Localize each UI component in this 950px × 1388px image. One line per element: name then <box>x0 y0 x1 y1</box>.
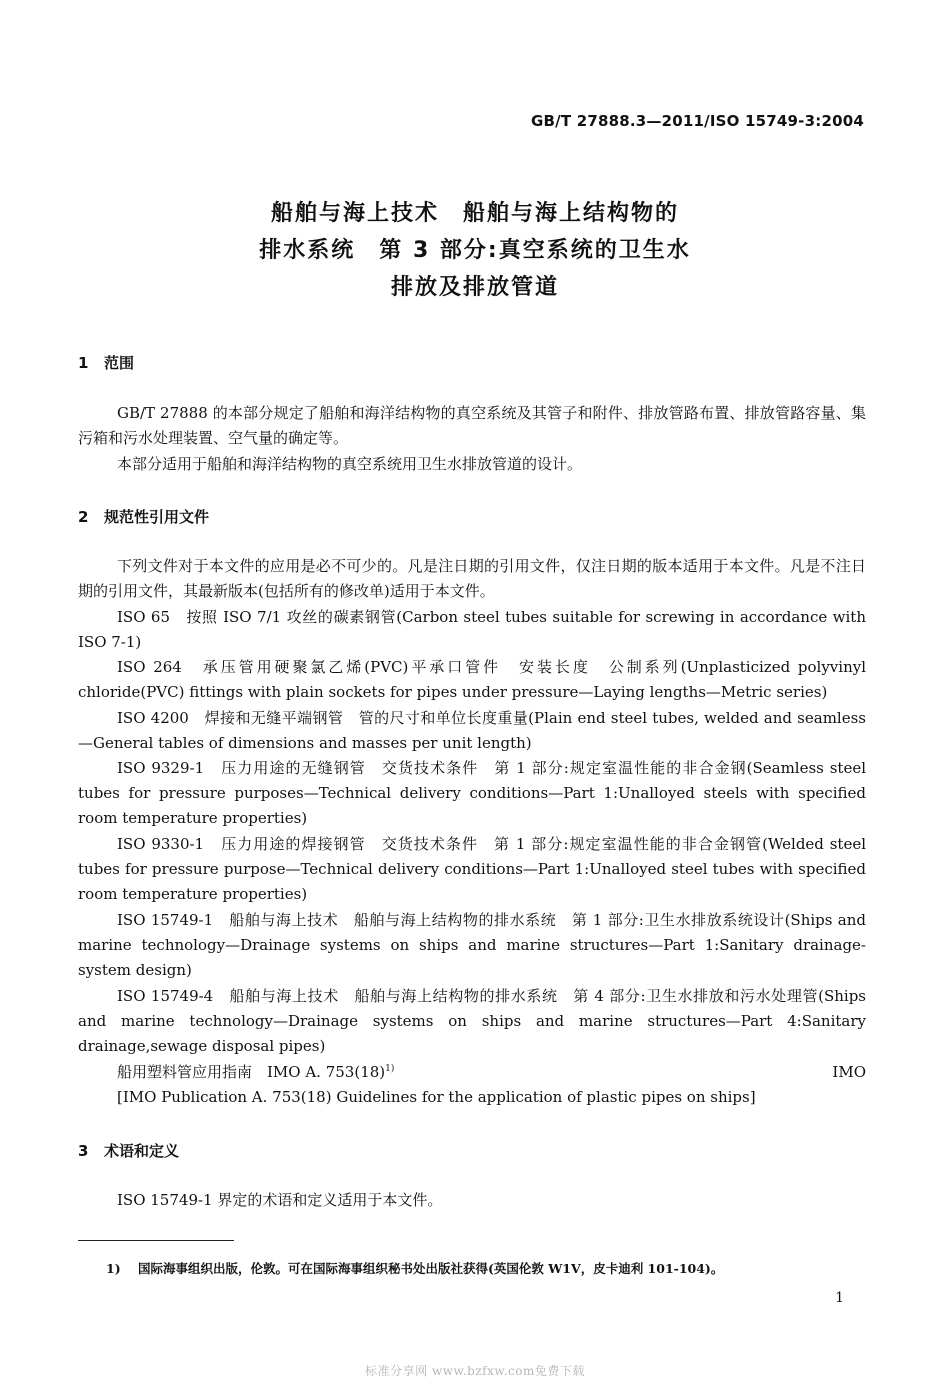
terms-paragraph: ISO 15749-1 界定的术语和定义适用于本文件。 <box>117 1191 443 1209</box>
title-line-3: 排放及排放管道 <box>390 275 559 300</box>
reference-item: ISO 65 按照 ISO 7/1 攻丝的碳素钢管(Carbon steel tubes suitable for screwing in accordance with ISO 7-1) <box>78 608 866 651</box>
normative-intro: 下列文件对于本文件的应用是必不可少的。凡是注日期的引用文件，仅注日期的版本适用于本文件。凡是不注日期的引用文件，其最新版本(包括所有的修改单)适用于本文件。 <box>78 557 866 600</box>
imo-publisher: IMO <box>832 1063 866 1081</box>
reference-item: ISO 4200 焊接和无缝平端钢管 管的尺寸和单位长度重量(Plain end steel tubes, welded and seamless—General tables of dimensions and masses per unit length) <box>78 709 866 752</box>
scope-paragraph-1: GB/T 27888 的本部分规定了船舶和海洋结构物的真空系统及其管子和附件、排放管路布置、排放管路容量、集污箱和污水处理装置、空气量的确定等。 <box>78 404 866 447</box>
page-number: 1 <box>835 1290 844 1306</box>
imo-publication: [IMO Publication A. 753(18) Guidelines for the application of plastic pipes on ships] <box>117 1088 756 1106</box>
footnote-text: 国际海事组织出版，伦敦。可在国际海事组织秘书处出版社获得(英国伦敦 W1V，皮卡迪利 101-104)。 <box>138 1261 724 1276</box>
section-title: 范围 <box>104 354 135 372</box>
footnote <box>106 1259 723 1277</box>
standard-code: GB/T 27888.3—2011/ISO 15749-3:2004 <box>531 112 864 130</box>
reference-item: ISO 15749-1 船舶与海上技术 船舶与海上结构物的排水系统 第 1 部分:卫生水排放系统设计(Ships and marine technology—Drainage systems on ships and marine structures—Part 1:Sanitary drainage-system design) <box>78 911 866 979</box>
reference-item: ISO 9329-1 压力用途的无缝钢管 交货技术条件 第 1 部分:规定室温性能的非合金钢(Seamless steel tubes for pressure purposes—Technical delivery conditions—Part 1:Unalloyed steels with specified room temperature properties) <box>78 759 866 827</box>
footnote-ref: 1) <box>385 1064 395 1074</box>
reference-item: ISO 9330-1 压力用途的焊接钢管 交货技术条件 第 1 部分:规定室温性能的非合金钢管(Welded steel tubes for pressure purpose—Technical delivery conditions—Part 1:Unalloyed steel tubes with specified room temperature properties) <box>78 835 866 903</box>
section-number: 2 <box>78 508 89 526</box>
section-title: 术语和定义 <box>104 1142 180 1160</box>
title-line-1: 船舶与海上技术 船舶与海上结构物的 <box>270 201 679 226</box>
section-number: 3 <box>78 1142 89 1160</box>
imo-reference-title: 船用塑料管应用指南 IMO A. 753(18) <box>117 1063 386 1081</box>
footnote-mark: 1) <box>106 1261 121 1276</box>
imo-reference <box>117 1060 866 1085</box>
section-title: 规范性引用文件 <box>104 508 210 526</box>
section-3-heading <box>78 1140 179 1161</box>
watermark: 标准分享网 www.bzfxw.com免费下载 <box>365 1364 585 1378</box>
footnote-divider <box>78 1240 234 1241</box>
reference-item: ISO 15749-4 船舶与海上技术 船舶与海上结构物的排水系统 第 4 部分:卫生水排放和污水处理管(Ships and marine technology—Drainage systems on ships and marine structures—Part 4:Sanitary drainage,sewage disposal pipes) <box>78 987 866 1055</box>
section-1-heading <box>78 352 134 373</box>
section-number: 1 <box>78 354 89 372</box>
scope-paragraph-2: 本部分适用于船舶和海洋结构物的真空系统用卫生水排放管道的设计。 <box>117 455 583 473</box>
reference-item: ISO 264 承压管用硬聚氯乙烯(PVC)平承口管件 安装长度 公制系列(Unplasticized polyvinyl chloride(PVC) fittings with plain sockets for pipes under pressure—Laying lengths—Metric series) <box>78 658 866 701</box>
section-2-heading <box>78 506 209 527</box>
title-line-2: 排水系统 第 3 部分:真空系统的卫生水 <box>259 238 691 263</box>
document-title <box>0 195 950 306</box>
